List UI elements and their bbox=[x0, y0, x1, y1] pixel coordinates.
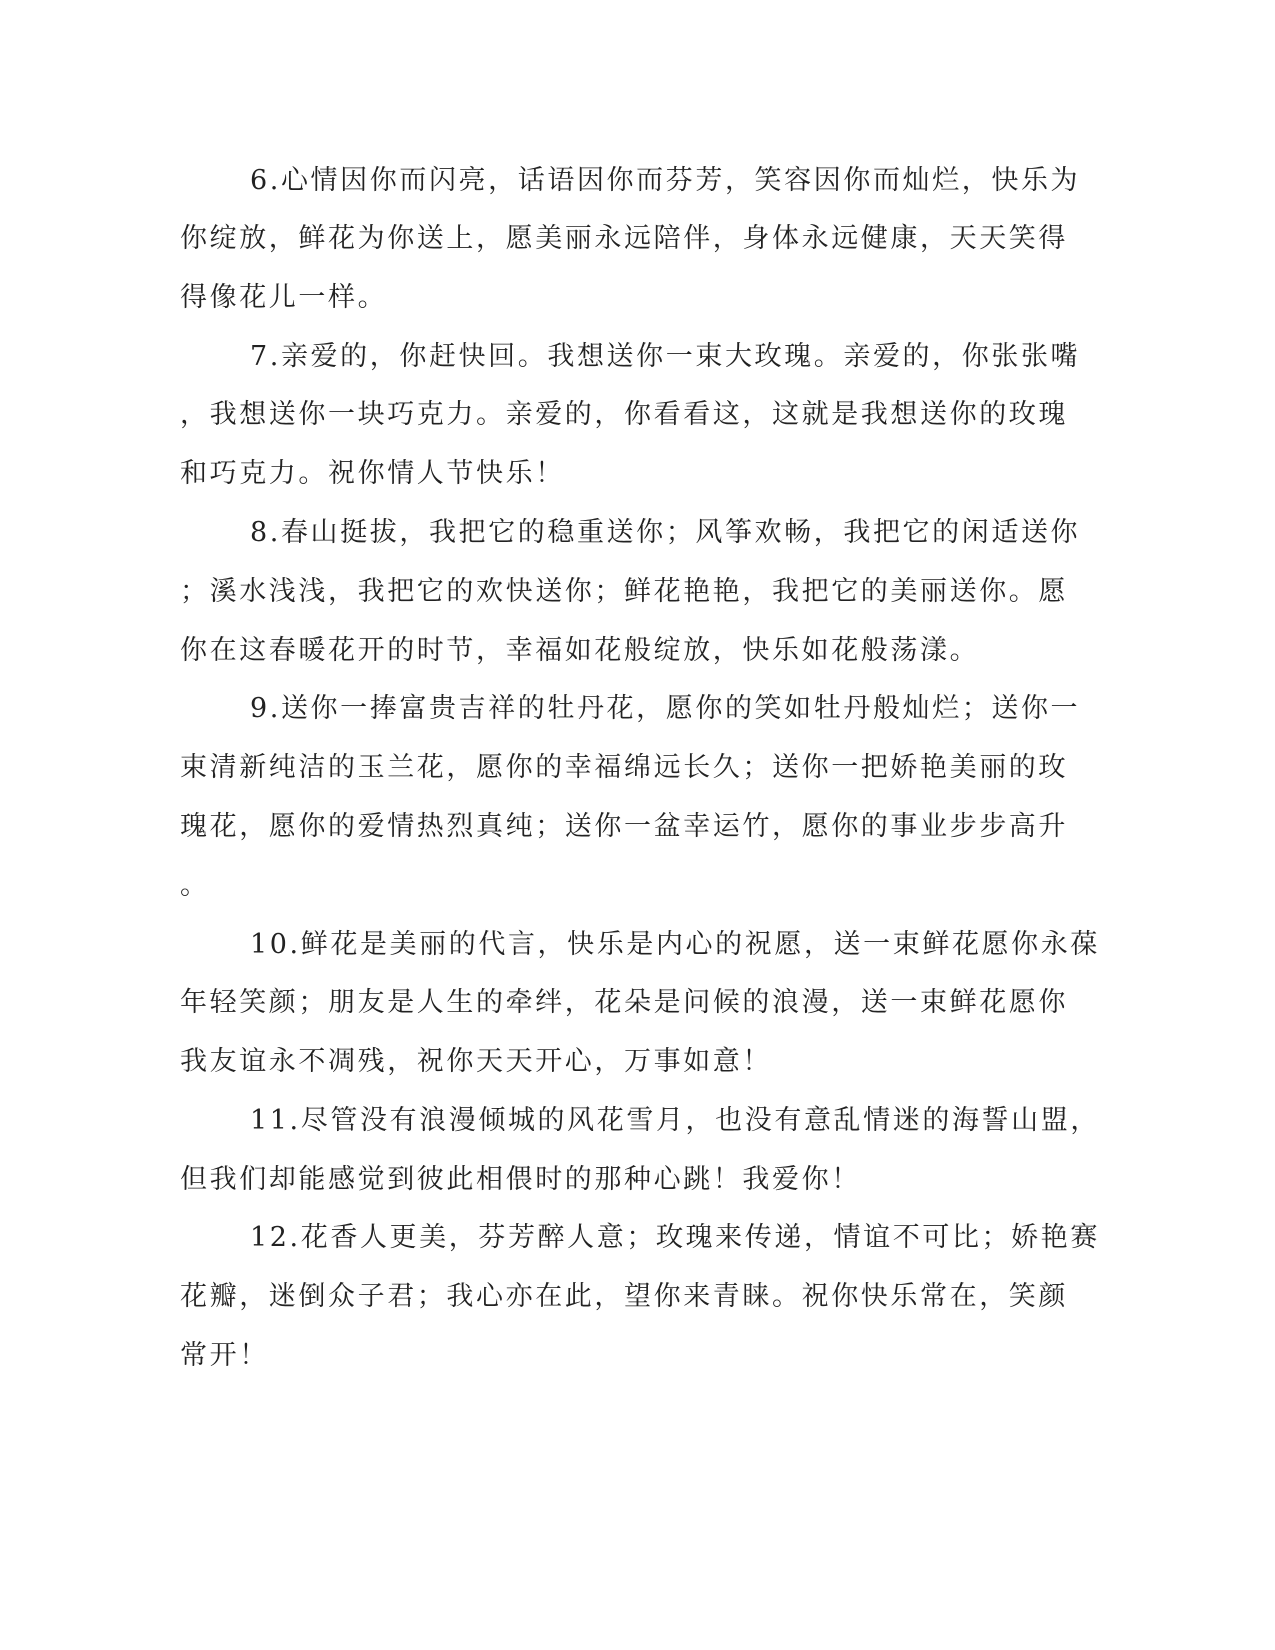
paragraph-12-line-2: 花瓣，迷倒众子君；我心亦在此，望你来青睐。祝你快乐常在，笑颜 bbox=[180, 1281, 1068, 1312]
paragraph-9-line-3: 瑰花，愿你的爱情热烈真纯；送你一盆幸运竹，愿你的事业步步高升 bbox=[180, 811, 1068, 842]
paragraph-10-line-1: 10.鲜花是美丽的代言，快乐是内心的祝愿，送一束鲜花愿你永葆 bbox=[250, 929, 1100, 960]
paragraph-7-line-3: 和巧克力。祝你情人节快乐！ bbox=[180, 458, 565, 489]
paragraph-9-line-1: 9.送你一捧富贵吉祥的牡丹花，愿你的笑如牡丹般灿烂；送你一 bbox=[250, 693, 1081, 724]
paragraph-6-line-2: 你绽放，鲜花为你送上，愿美丽永远陪伴，身体永远健康，天天笑得 bbox=[180, 223, 1068, 254]
paragraph-11-line-2: 但我们却能感觉到彼此相偎时的那种心跳！我爱你！ bbox=[180, 1164, 861, 1195]
paragraph-11-line-1: 11.尽管没有浪漫倾城的风花雪月，也没有意乱情迷的海誓山盟， bbox=[250, 1105, 1100, 1136]
paragraph-10-line-2: 年轻笑颜；朋友是人生的牵绊，花朵是问候的浪漫，送一束鲜花愿你 bbox=[180, 987, 1068, 1018]
paragraph-8-line-1: 8.春山挺拔，我把它的稳重送你；风筝欢畅，我把它的闲适送你 bbox=[250, 517, 1081, 548]
paragraph-12-line-1: 12.花香人更美，芬芳醉人意；玫瑰来传递，情谊不可比；娇艳赛 bbox=[250, 1222, 1100, 1253]
paragraph-8-line-2: ；溪水浅浅，我把它的欢快送你；鲜花艳艳，我把它的美丽送你。愿 bbox=[180, 576, 1068, 607]
paragraph-10-line-3: 我友谊永不凋残，祝你天天开心，万事如意！ bbox=[180, 1046, 772, 1077]
paragraph-6-line-3: 得像花儿一样。 bbox=[180, 282, 388, 313]
paragraph-7-line-2: ，我想送你一块巧克力。亲爱的，你看看这，这就是我想送你的玫瑰 bbox=[180, 399, 1068, 430]
paragraph-6-line-1: 6.心情因你而闪亮，话语因你而芬芳，笑容因你而灿烂，快乐为 bbox=[250, 165, 1081, 196]
paragraph-12-line-3: 常开！ bbox=[180, 1340, 269, 1371]
paragraph-9-line-2: 束清新纯洁的玉兰花，愿你的幸福绵远长久；送你一把娇艳美丽的玫 bbox=[180, 752, 1068, 783]
paragraph-7-line-1: 7.亲爱的，你赶快回。我想送你一束大玫瑰。亲爱的，你张张嘴 bbox=[250, 341, 1081, 372]
paragraph-8-line-3: 你在这春暖花开的时节，幸福如花般绽放，快乐如花般荡漾。 bbox=[180, 635, 980, 666]
paragraph-9-line-4: 。 bbox=[180, 870, 210, 901]
